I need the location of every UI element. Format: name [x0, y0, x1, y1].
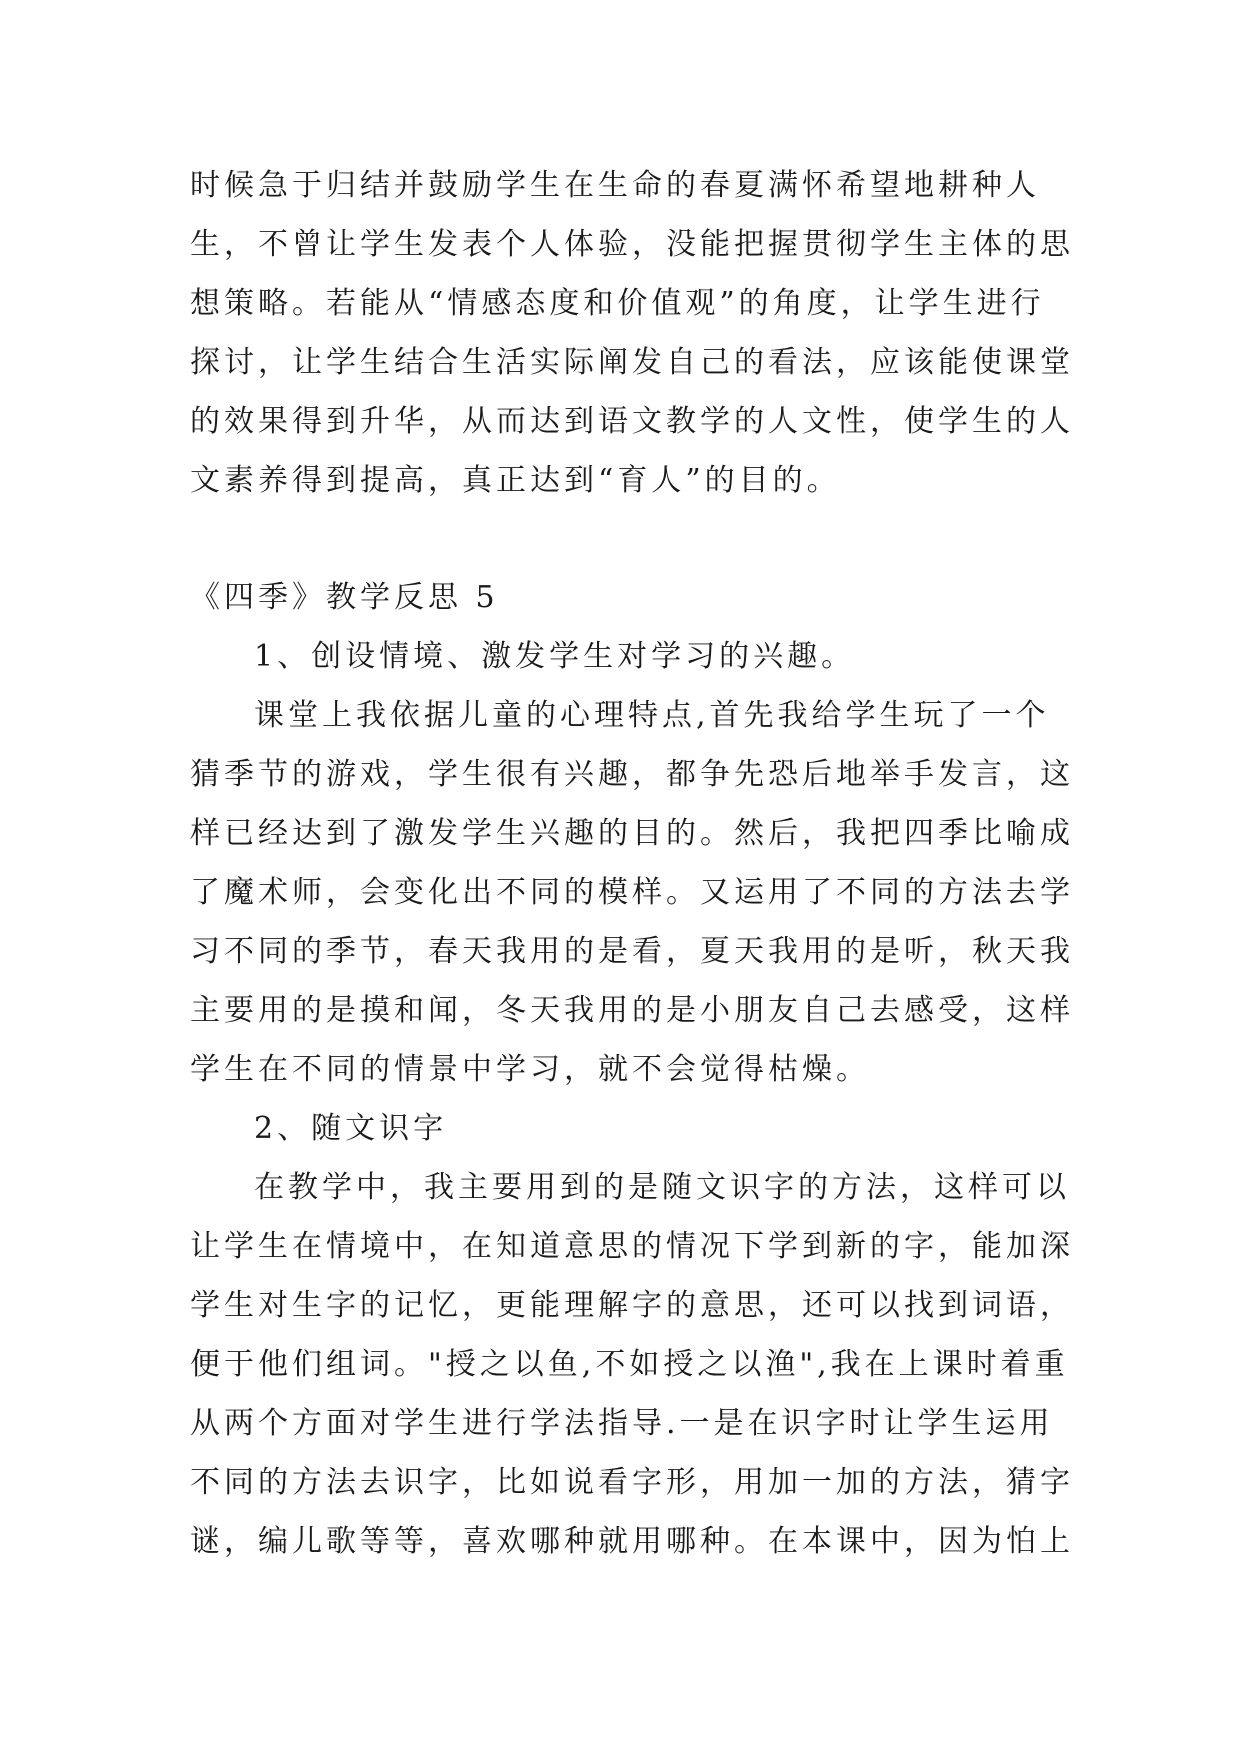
paragraph-line: 的效果得到升华，从而达到语文教学的人文性，使学生的人 — [190, 404, 1074, 439]
paragraph-line: 课堂上我依据儿童的心理特点,首先我给学生玩了一个 — [254, 698, 1050, 733]
paragraph-line: 主要用的是摸和闻，冬天我用的是小朋友自己去感受，这样 — [190, 993, 1074, 1028]
paragraph-line: 生，不曾让学生发表个人体验，没能把握贯彻学生主体的思 — [190, 227, 1074, 262]
paragraph-line: 样已经达到了激发学生兴趣的目的。然后，我把四季比喻成 — [190, 816, 1074, 851]
paragraph-line: 让学生在情境中，在知道意思的情况下学到新的字，能加深 — [190, 1229, 1074, 1264]
paragraph-line: 探讨，让学生结合生活实际阐发自己的看法，应该能使课堂 — [190, 345, 1074, 380]
paragraph-line: 学生对生字的记忆，更能理解字的意思，还可以找到词语， — [190, 1288, 1074, 1323]
paragraph-line: 猜季节的游戏，学生很有兴趣，都争先恐后地举手发言，这 — [190, 757, 1074, 792]
paragraph-line: 文素养得到提高，真正达到“育人”的目的。 — [190, 463, 841, 498]
paragraph-line: 谜，编儿歌等等，喜欢哪种就用哪种。在本课中，因为怕上 — [190, 1524, 1074, 1559]
paragraph-line: 想策略。若能从“情感态度和价值观”的角度，让学生进行 — [190, 286, 1045, 321]
paragraph-line: 不同的方法去识字，比如说看字形，用加一加的方法，猜字 — [190, 1465, 1074, 1500]
paragraph-line: 习不同的季节，春天我用的是看，夏天我用的是听，秋天我 — [190, 934, 1074, 969]
paragraph-line: 时候急于归结并鼓励学生在生命的春夏满怀希望地耕种人 — [190, 168, 1040, 203]
paragraph-line: 在教学中，我主要用到的是随文识字的方法，这样可以 — [254, 1170, 1070, 1205]
subheading: 2、随文识字 — [254, 1111, 448, 1146]
paragraph-line: 了魔术师，会变化出不同的模样。又运用了不同的方法去学 — [190, 875, 1074, 910]
paragraph-line: 学生在不同的情景中学习，就不会觉得枯燥。 — [190, 1052, 870, 1087]
subheading: 1、创设情境、激发学生对学习的兴趣。 — [254, 639, 856, 674]
paragraph-line: 便于他们组词。"授之以鱼,不如授之以渔",我在上课时着重 — [190, 1347, 1069, 1382]
section-title: 《四季》教学反思 5 — [190, 580, 499, 615]
paragraph-line: 从两个方面对学生进行学法指导.一是在识字时让学生运用 — [190, 1406, 1054, 1441]
